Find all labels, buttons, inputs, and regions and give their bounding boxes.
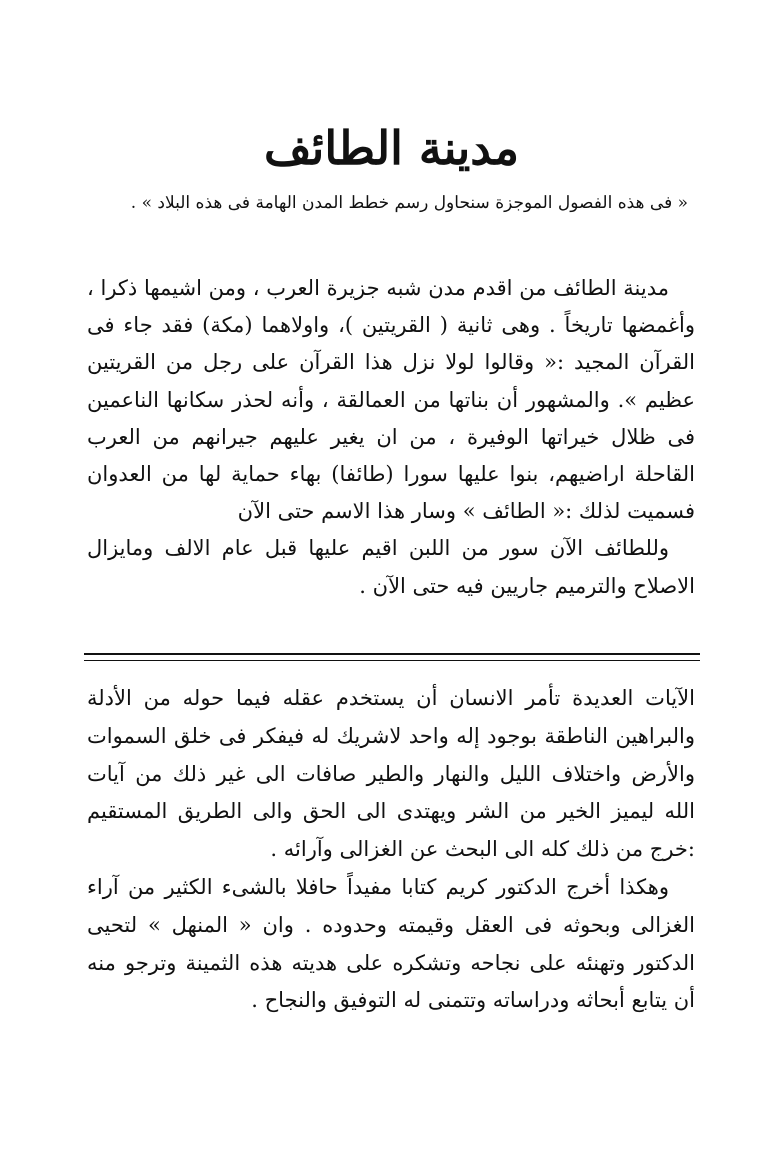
article-paragraph: وللطائف الآن سور من اللبن اقيم عليها قبل عام الالف ومايزال الاصلاح والترميم جاريين فيه حتى الآن . [87, 536, 695, 598]
review-paragraph: الآيات العديدة تأمر الانسان أن يستخدم عقله فيما حوله من الأدلة والبراهين الناطقة بوجود إله واحد لاشريك له فيفكر فى خلق السموات والأرض واختلاف الليل والنهار والطير صافات الى غير ذلك من آيات الله ليميز الخير من الشر ويهتدى الى الحق والى الطريق المستقيم :خرج من ذلك كله الى البحث عن الغزالى وآرائه . [87, 686, 695, 862]
page-title: مدينة الطائف [263, 121, 520, 175]
intro-note: « فى هذه الفصول الموجزة سنحاول رسم خطط المدن الهامة فى هذه البلاد » . [130, 193, 688, 213]
article-section [87, 270, 695, 605]
article-paragraph: مدينة الطائف من اقدم مدن شبه جزيرة العرب ، ومن اشيمها ذكرا ، وأغمضها تاريخاً . وهى ثانية ( القريتين )، واولاهما (مكة) فقد جاء فى القرآن المجيد :« وقالوا لولا نزل هذا القرآن على رجل من القريتين عظيم ». والمشهور أن بناتها من العمالقة ، وأنه لحذر سكانها الناعمين فى ظلال خيراتها الوفيرة ، من ان يغير عليهم جيرانهم من العرب القاحلة اراضيهم، بنوا عليها سورا (طائفا) بهاء حماية لها من العدوان فسميت لذلك :« الطائف » وسار هذا الاسم حتى الآن [87, 276, 695, 524]
review-paragraph: وهكذا أخرج الدكتور كريم كتابا مفيداً حافلا بالشىء الكثير من آراء الغزالى وبحوثه فى العقل وقيمته وحدوده . وان « المنهل » لتحيى الدكتور وتهنئه على نجاحه وتشكره على هديته هذه الثمينة وترجو منه أن يتابع أبحاثه ودراساته وتتمنى له التوفيق والنجاح . [87, 874, 695, 1013]
double-rule-divider [84, 653, 700, 661]
review-section [87, 680, 695, 1020]
